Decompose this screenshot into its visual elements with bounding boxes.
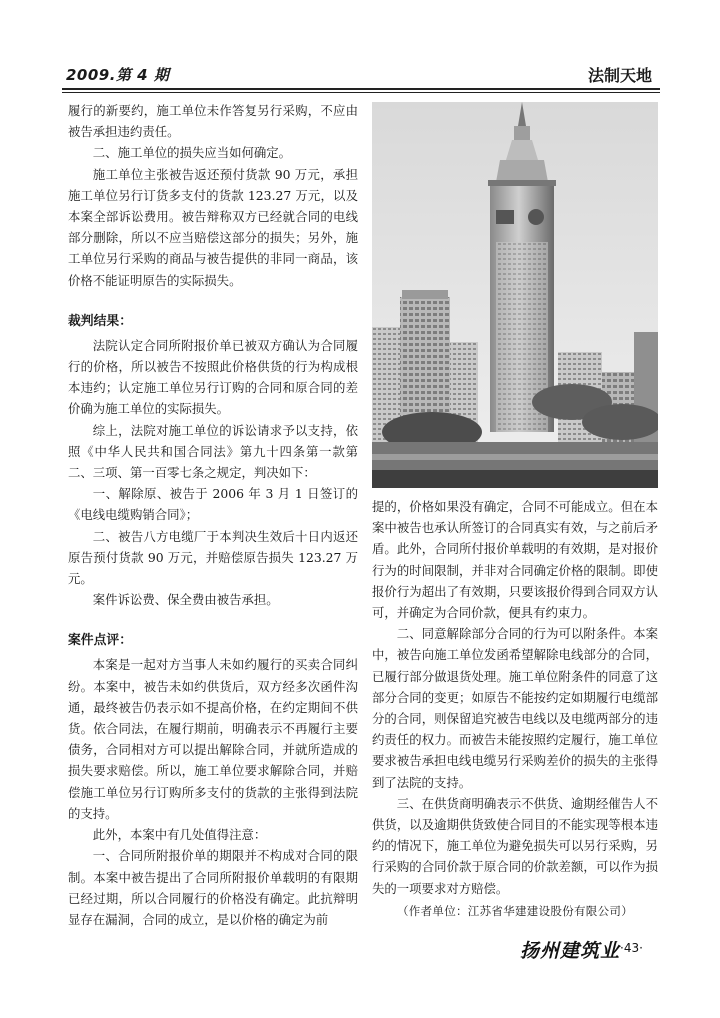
paragraph: 一、解除原、被告于 2006 年 3 月 1 日签订的《电线电缆购销合同》； (68, 486, 358, 523)
paragraph: 三、在供货商明确表示不供货、逾期经催告人不供货，以及逾期供货致使合同目的不能实现等根本违约的情况下，施工单位为避免损失可以另行采购，另行采购的合同价款于原合同的价款差额，可以作为损失的一项要求对方赔偿。 (372, 795, 658, 896)
left-column (68, 100, 358, 930)
paragraph: 此外，本案中有几处值得注意： (92, 827, 267, 843)
building-photo-icon (372, 102, 658, 488)
right-column (372, 496, 658, 922)
building-photo (372, 102, 658, 488)
column-title: 法制天地 (587, 66, 652, 85)
paragraph: 二、施工单位的损失应当如何确定。 (92, 145, 292, 161)
paragraph: 二、被告八方电缆厂于本判决生效后十日内返还原告预付货款 90 万元，并赔偿原告损失 123.27 万元。 (68, 528, 358, 587)
header-rule-thin (62, 92, 660, 93)
paragraph: 施工单位主张被告返还预付货款 90 万元，承担施工单位另行订货多支付的货款 123.27 万元，以及本案全部诉讼费用。被告辩称双方已经就合同的电线部分删除，所以不应当赔偿这部分的损失；另外，施工单位另行采购的商品与被告提供的非同一商品，该价格不能证明原告的实际损失。 (68, 166, 358, 288)
paragraph: 提的，价格如果没有确定，合同不可能成立。但在本案中被告也承认所签订的合同真实有效，与之前后矛盾。此外，合同所付报价单载明的有效期，是对报价行为的时间限制，并非对合同确定价格的限制。即使报价行为超出了有效期，只要该报价得到合同双方认可，并确定为合同价款，便具有约束力。 (372, 499, 658, 621)
paragraph: 案件诉讼费、保全费由被告承担。 (92, 592, 279, 608)
page-header (62, 62, 660, 88)
magazine-brand: 扬州建筑业 (520, 940, 621, 962)
judgment-heading: 裁判结果： (68, 313, 132, 329)
comment-heading: 案件点评： (68, 633, 132, 649)
paragraph: 综上，法院对施工单位的诉讼请求予以支持，依照《中华人民共和国合同法》第九十四条第一款第二、三项、第一百零七条之规定，判决如下： (68, 422, 358, 481)
paragraph: 本案是一起对方当事人未如约履行的买卖合同纠纷。本案中，被告未如约供货后，双方经多次函件沟通，最终被告仍表示如不提高价格，在约定期间不供货。依合同法，在履行期前，明确表示不再履行主要债务，合同相对方可以提出解除合同，并就所造成的损失要求赔偿。所以，施工单位要求解除合同，并赔偿施工单位另行订购所多支付的货款的主张得到法院的支持。 (68, 657, 358, 821)
paragraph: 一、合同所附报价单的期限并不构成对合同的限制。本案中被告提出了合同所附报价单载明的有限期已经过期，所以合同履行的价格没有确定。此抗辩明显存在漏洞，合同的成立，是以价格的确定为前 (68, 848, 358, 927)
author-affiliation: （作者单位：江苏省华建建设股份有限公司） (397, 903, 633, 918)
paragraph: 履行的新要约，施工单位未作答复另行采购，不应由被告承担违约责任。 (68, 103, 358, 140)
issue-label: 2009.第 4 期 (66, 66, 170, 84)
page-number: ·43· (620, 941, 643, 955)
header-rule (62, 88, 660, 90)
paragraph: 二、同意解除部分合同的行为可以附条件。本案中，被告向施工单位发函希望解除电线部分的合同，已履行部分做退货处理。施工单位附条件的同意了这部分合同的变更；如原告不能按约定如期履行电缆部分的合同，则保留追究被告电线以及电缆两部分的违约责任的权力。而被告未能按照约定履行，施工单位要求被告承担电线电缆另行采购差价的损失的主张得到了法院的支持。 (372, 626, 658, 790)
paragraph: 法院认定合同所附报价单已被双方确认为合同履行的价格，所以被告不按照此价格供货的行为构成根本违约；认定施工单位另行订购的合同和原合同的差价确为施工单位的实际损失。 (68, 337, 358, 417)
